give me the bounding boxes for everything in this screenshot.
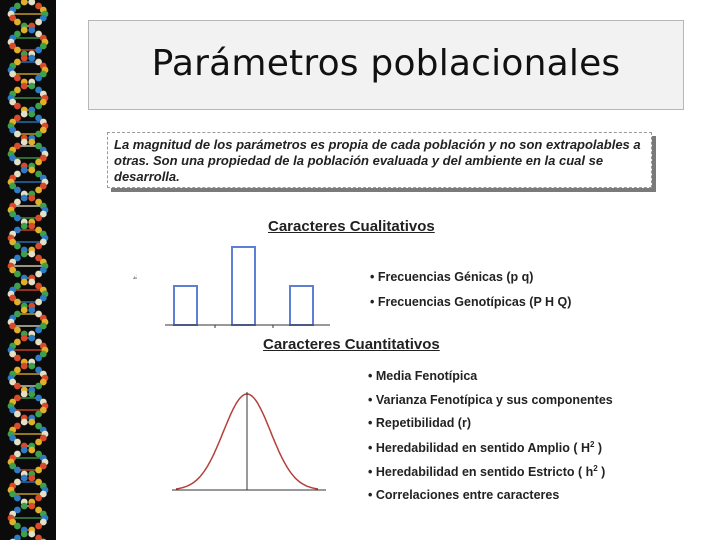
quantitative-bullet: • Repetibilidad (r) [368,416,471,430]
qualitative-heading: Caracteres Cualitativos [268,218,435,235]
quantitative-heading: Caracteres Cuantitativos [263,336,440,353]
quantitative-bullet: • Correlaciones entre caracteres [368,488,560,502]
quantitative-bullet: • Heredabilidad en sentido Amplio ( $H^2$ ) [368,440,603,456]
qualitative-bullet: • Frecuencias Genotípicas (P H Q) [370,295,572,309]
quantitative-bullet: • Varianza Fenotípica y sus componentes [368,393,613,407]
qualitative-bullet: • Frecuencias Génicas (p q) [370,270,534,284]
quantitative-bullet: • Media Fenotípica [368,369,478,383]
qualitative-bar-chart [160,240,335,330]
note-text: La magnitud de los parámetros es propia de cada población y no son extrapolables a otras. Son una propiedad de la población evaluada y del ambiente en la cual se desarrolla. [107,132,652,188]
bar [290,286,313,325]
quantitative-normal-curve [168,380,333,500]
bar [174,286,197,325]
page-title: Parámetros poblacionales [151,43,621,84]
quantitative-bullet: • Heredabilidad en sentido Estricto ( $h^2$ ) [368,464,606,480]
title-box [88,20,684,110]
bar-chart-y-label: fr. [133,274,140,280]
dna-helix-border [0,0,56,540]
bar [232,247,255,325]
